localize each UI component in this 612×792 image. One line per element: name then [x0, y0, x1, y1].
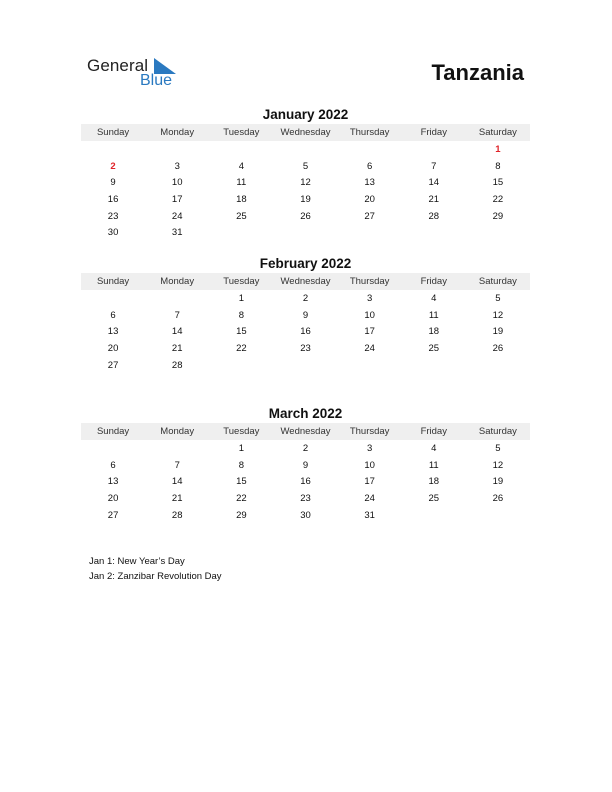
day-cell: 5 [495, 442, 501, 454]
day-cell: 8 [495, 160, 501, 172]
country-title: Tanzania [431, 60, 524, 85]
day-cell: 11 [428, 309, 439, 321]
day-cell: 14 [171, 326, 183, 338]
day-cell: 6 [366, 160, 373, 172]
week-row [81, 340, 530, 357]
day-cell: 25 [428, 492, 440, 504]
weekday-header: Monday [160, 276, 195, 287]
day-cell: 10 [364, 459, 375, 471]
day-cell: 14 [428, 177, 440, 189]
day-cell: 4 [431, 442, 437, 454]
day-cell: 12 [492, 459, 504, 471]
day-cell: 28 [171, 359, 183, 371]
day-cell: 1 [238, 292, 244, 304]
weekday-header: Sunday [96, 127, 130, 138]
week-row [81, 290, 530, 307]
day-cell: 20 [107, 492, 119, 504]
logo [87, 56, 187, 92]
weekday-header: Friday [420, 276, 447, 287]
day-cell: 21 [428, 193, 440, 205]
logo-blue-text: Blue [140, 72, 173, 89]
day-cell: 13 [364, 177, 375, 189]
day-cell: 27 [364, 210, 375, 222]
weekday-header: Saturday [478, 426, 517, 437]
day-cell: 23 [107, 210, 119, 222]
day-cell: 29 [492, 210, 504, 222]
day-cell: 24 [364, 492, 375, 504]
day-cell: 5 [302, 160, 309, 172]
day-cell: 26 [492, 492, 504, 504]
weekday-header: Tuesday [223, 276, 260, 287]
month-march [81, 405, 530, 523]
day-cell: 29 [236, 509, 247, 521]
weekday-header-row [81, 423, 530, 440]
day-cell: 24 [171, 210, 183, 222]
day-cell: 10 [364, 309, 375, 321]
day-cell: 30 [107, 227, 119, 239]
day-cell: 23 [300, 342, 311, 354]
month-title: February 2022 [259, 256, 352, 271]
weekday-header: Monday [160, 127, 195, 138]
day-cell: 16 [107, 193, 119, 205]
day-cell: 17 [171, 193, 183, 205]
day-cell: 15 [236, 476, 247, 488]
day-cell: 1 [495, 143, 501, 155]
weekday-header: Friday [420, 127, 447, 138]
day-cell: 11 [428, 459, 439, 471]
day-cell: 27 [107, 359, 119, 371]
day-cell: 12 [300, 177, 311, 189]
month-title: March 2022 [268, 406, 343, 421]
day-cell: 7 [174, 459, 180, 471]
week-row [81, 191, 530, 208]
week-row [81, 357, 530, 374]
day-cell: 22 [492, 193, 504, 205]
day-cell: 1 [238, 442, 244, 454]
weekday-header-row [81, 124, 530, 141]
day-cell: 2 [302, 292, 309, 304]
day-cell: 27 [107, 509, 119, 521]
day-cell: 6 [110, 459, 116, 471]
day-cell: 19 [492, 326, 504, 338]
weekday-header: Thursday [349, 426, 390, 437]
day-cell: 25 [428, 342, 440, 354]
day-cell: 2 [302, 442, 309, 454]
day-cell: 3 [366, 442, 373, 454]
weekday-header: Friday [420, 426, 447, 437]
day-cell: 20 [364, 193, 375, 205]
week-row [81, 307, 530, 324]
day-cell: 7 [431, 160, 437, 172]
weekday-header: Wednesday [280, 276, 331, 287]
logo-general-text: General [87, 56, 149, 75]
day-cell: 11 [236, 177, 247, 189]
day-cell: 12 [492, 309, 504, 321]
day-cell: 6 [110, 309, 116, 321]
day-cell: 20 [107, 342, 119, 354]
day-cell: 24 [364, 342, 375, 354]
weekday-header-row [81, 273, 530, 290]
day-cell: 19 [300, 193, 311, 205]
week-row [81, 440, 530, 457]
day-cell: 21 [171, 492, 183, 504]
day-cell: 9 [302, 459, 309, 471]
week-row [81, 473, 530, 490]
day-cell: 28 [171, 509, 183, 521]
weekday-header: Saturday [478, 276, 517, 287]
week-row [81, 490, 530, 507]
day-cell: 9 [302, 309, 309, 321]
day-cell: 2 [110, 160, 116, 172]
day-cell: 10 [171, 177, 183, 189]
day-cell: 22 [236, 342, 247, 354]
month-january [81, 106, 530, 241]
day-cell: 7 [174, 309, 180, 321]
day-cell: 8 [238, 309, 244, 321]
day-cell: 31 [364, 509, 375, 521]
holiday-notes [89, 555, 222, 584]
day-cell: 13 [107, 326, 119, 338]
week-row [81, 141, 530, 158]
weekday-header: Wednesday [280, 127, 331, 138]
day-cell: 16 [300, 476, 311, 488]
week-row [81, 224, 530, 241]
day-cell: 3 [366, 292, 373, 304]
day-cell: 4 [431, 292, 437, 304]
holiday-note: Jan 1: New Year’s Day [89, 556, 185, 567]
week-row [81, 174, 530, 191]
day-cell: 21 [171, 342, 183, 354]
week-row [81, 457, 530, 474]
weekday-header: Tuesday [223, 426, 260, 437]
day-cell: 22 [236, 492, 247, 504]
day-cell: 8 [238, 459, 244, 471]
weekday-header: Saturday [478, 127, 517, 138]
weekday-header: Sunday [96, 276, 130, 287]
day-cell: 17 [364, 476, 375, 488]
day-cell: 23 [300, 492, 311, 504]
day-cell: 28 [428, 210, 440, 222]
day-cell: 19 [492, 476, 504, 488]
weekday-header: Monday [160, 426, 195, 437]
week-row [81, 158, 530, 175]
day-cell: 31 [171, 227, 183, 239]
month-title: January 2022 [262, 107, 349, 122]
day-cell: 15 [492, 177, 504, 189]
day-cell: 26 [300, 210, 311, 222]
day-cell: 14 [171, 476, 183, 488]
weekday-header: Sunday [96, 426, 130, 437]
week-row [81, 208, 530, 225]
day-cell: 5 [495, 292, 501, 304]
holiday-note: Jan 2: Zanzibar Revolution Day [89, 570, 222, 582]
day-cell: 9 [110, 177, 116, 189]
day-cell: 18 [428, 326, 440, 338]
weekday-header: Thursday [349, 127, 390, 138]
weekday-header: Wednesday [280, 426, 331, 437]
week-row [81, 507, 530, 524]
day-cell: 18 [428, 476, 440, 488]
weekday-header: Thursday [349, 276, 390, 287]
day-cell: 4 [238, 160, 244, 172]
day-cell: 18 [236, 193, 247, 205]
day-cell: 3 [174, 160, 180, 172]
day-cell: 26 [492, 342, 504, 354]
day-cell: 16 [300, 326, 311, 338]
weekday-header: Tuesday [223, 127, 260, 138]
day-cell: 30 [300, 509, 311, 521]
day-cell: 25 [236, 210, 247, 222]
day-cell: 17 [364, 326, 375, 338]
day-cell: 13 [107, 476, 119, 488]
week-row [81, 323, 530, 340]
month-february [81, 255, 530, 373]
day-cell: 15 [236, 326, 247, 338]
